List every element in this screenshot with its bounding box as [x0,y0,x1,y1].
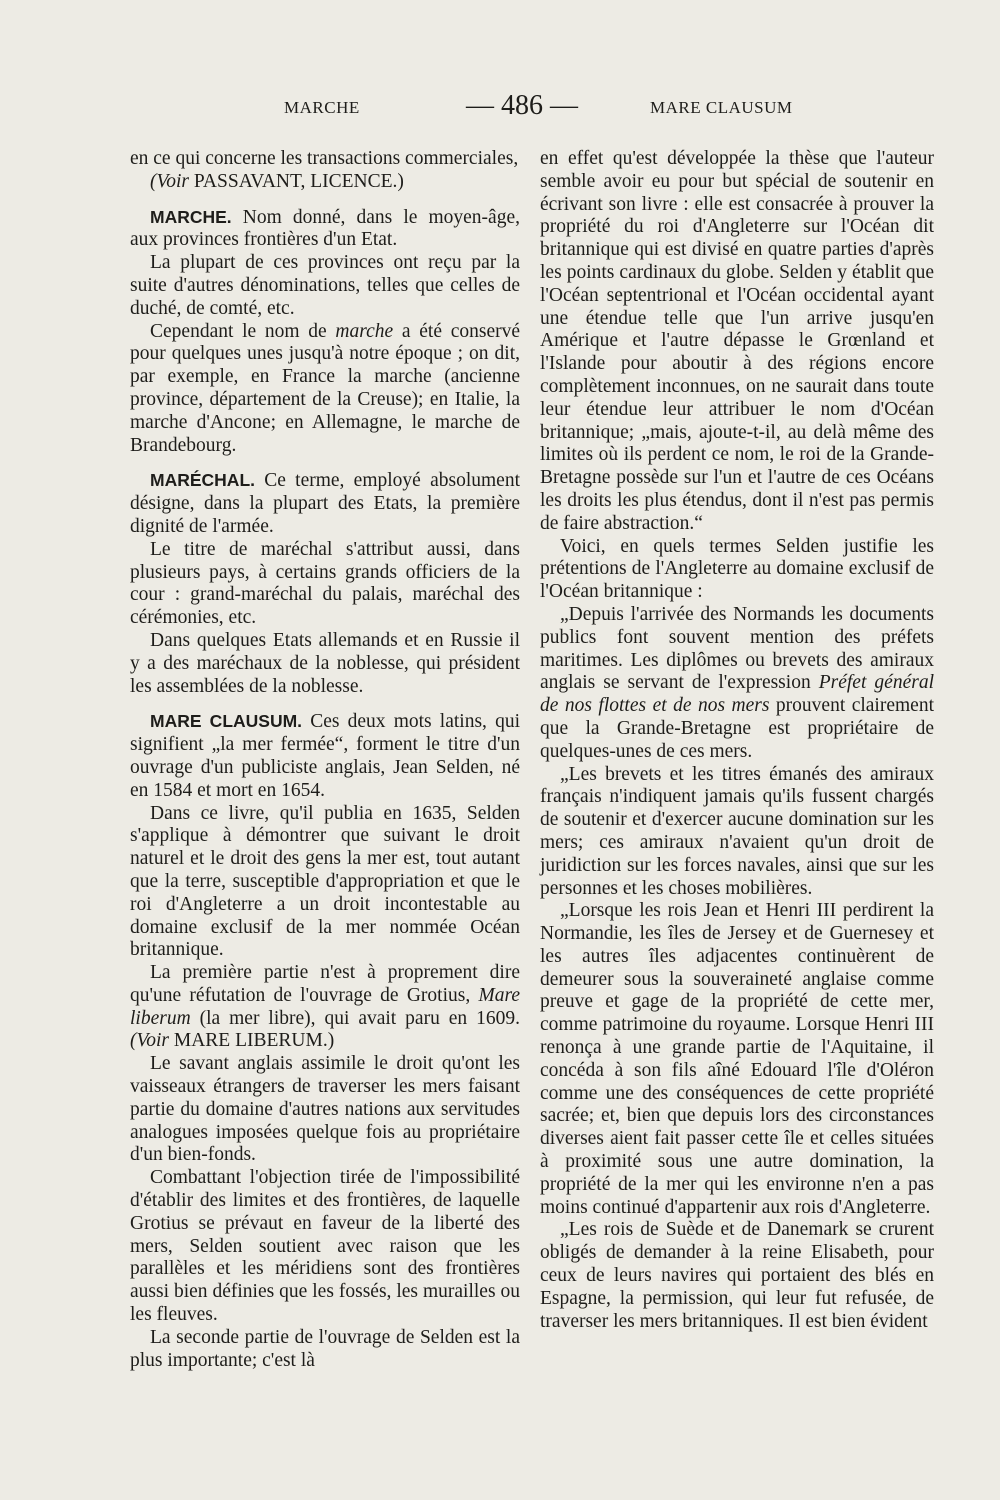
paragraph: en effet qu'est développée la thèse que l'auteur semble avoir eu pour but spécial de soutenir en écrivant son livre : elle est consacrée à prouver la propriété du roi d'Angleterre sur l'Océan dit britannique qui est divisé en quatre parties d'après les points cardinaux du globe. Selden y établit que l'Océan septentrional et l'Océan occidental ayant une étendue telle que l'un arrive jusqu'en Amérique et l'autre dépasse le Grœnland et l'Islande pour aboutir à des régions encore complètement inconnues, on ne saurait dans toute leur étendue leur attribuer le nom d'Océan britannique; „mais, ajoute-t-il, au delà même des limites où ils perdent ce nom, le roi de la Grande-Bretagne possède sur l'un et l'autre de ces Océans les droits les plus étendus, dont il n'est pas permis de faire abstraction.“ [540,148,934,534]
page-number: — 486 — [466,90,578,121]
entry-term: MARÉCHAL. [150,470,255,491]
running-header [0,90,1000,130]
entry-term: MARCHE. [150,206,232,227]
left-column [130,148,520,1372]
right-column [540,148,934,1333]
paragraph: Dans ce livre, qu'il publia en 1635, Selden s'applique à démontrer que suivant le droit naturel et le droit des gens la mer est, tout autant que la terre, susceptible d'appropriation et que le roi d'Angleterre a un droit incontestable au domaine exclusif de la mer nommée Océan britannique. [130,802,520,961]
paragraph: Cependant le nom de marche a été conservé pour quelques unes jusqu'à notre époque ; on dit, par exemple, en France la marche (ancienne province, département de la Creuse); en Italie, la marche d'Ancone; en Allemagne, le marche de Brandebourg. [130,320,520,456]
entry-marechal: MARÉCHAL. Ce terme, employé absolument désigne, dans la plupart des Etats, la première dignité de l'armée. [130,470,520,537]
entry-marche: MARCHE. Nom donné, dans le moyen-âge, aux provinces frontières d'un Etat. [130,206,520,251]
paragraph: „Les rois de Suède et de Danemark se crurent obligés de demander à la reine Elisabeth, pour ceux de leurs navires qui portaient des blés en Espagne, la permission, qui leur fut refusée, de traverser les mers britanniques. Il est bien évident [540,1219,934,1332]
cross-reference: (Voir PASSAVANT, LICENCE.) [150,170,404,192]
entry-term: MARE CLAUSUM. [150,711,303,732]
paragraph: La première partie n'est à proprement dire qu'une réfutation de l'ouvrage de Grotius, Mare liberum (la mer libre), qui avait paru en 1609. (Voir MARE LIBERUM.) [130,962,520,1052]
paragraph: en ce qui concerne les transactions commerciales, [130,148,519,169]
paragraph: „Depuis l'arrivée des Normands les documents publics font souvent mention des préfets maritimes. Les diplômes ou brevets des amiraux anglais se servant de l'expression Préfet général de nos flottes et de nos mers prouvent clairement que la Grande-Bretagne est propriétaire de quelques-unes de ces mers. [540,603,934,762]
paragraph: „Lorsque les rois Jean et Henri III perdirent la Normandie, les îles de Jersey et de Guernesey et les autres îles adjacentes continuèrent de demeurer sous la souveraineté anglaise comme preuve et gage de la propriété de cette mer, comme patrimoine du royaume. Lorsque Henri III renonça à une grande partie de l'Aquitaine, il concéda à son fils aîné Edouard l'île d'Oléron comme une des conséquences de cette propriété sacrée; et, bien que depuis lors des circonstances diverses aient fait passer cette île et celles situées à proximité sous une autre domination, la propriété de la mer qui les environne n'en a pas moins continué d'appartenir aux rois d'Angleterre. [540,900,934,1218]
paragraph: Dans quelques Etats allemands et en Russie il y a des maréchaux de la noblesse, qui président les assemblées de la noblesse. [130,629,520,697]
paragraph: La plupart de ces provinces ont reçu par la suite d'autres dénominations, telles que celles de duché, de comté, etc. [130,252,520,319]
paragraph: Voici, en quels termes Selden justifie les prétentions de l'Angleterre au domaine exclusif de l'Océan britannique : [540,535,934,603]
paragraph: Le titre de maréchal s'attribut aussi, dans plusieurs pays, à certains grands officiers de la cour : grand-maréchal du palais, maréchal des cérémonies, etc. [130,538,520,629]
paragraph: Le savant anglais assimile le droit qu'ont les vaisseaux étrangers de traverser les mers faisant partie du domaine d'autres nations aux servitudes analogues imposées quelque fois au propriétaire d'un bien-fonds. [130,1053,520,1166]
paragraph: La seconde partie de l'ouvrage de Selden est la plus importante; c'est là [130,1326,520,1371]
header-right-title: MARE CLAUSUM [650,98,793,117]
entry-mare-clausum: MARE CLAUSUM. Ces deux mots latins, qui signifient „la mer fermée“, forment le titre d'un ouvrage d'un publiciste anglais, Jean Selden, né en 1584 et mort en 1654. [130,711,520,801]
header-left-title: MARCHE [284,98,360,117]
paragraph: Combattant l'objection tirée de l'impossibilité d'établir des limites et des frontières, de laquelle Grotius se prévaut en faveur de la liberté des mers, Selden soutient avec raison que les parallèles et les méridiens sont des frontières aussi bien définies que les fossés, les murailles ou les fleuves. [130,1167,520,1326]
paragraph: „Les brevets et les titres émanés des amiraux français n'indiquent jamais qu'ils fussent chargés de soutenir et d'exercer aucune domination sur les mers; ces amiraux n'avaient qu'un droit de juridiction sur les forces navales, ainsi que sur les personnes et les choses mobilières. [540,763,934,899]
